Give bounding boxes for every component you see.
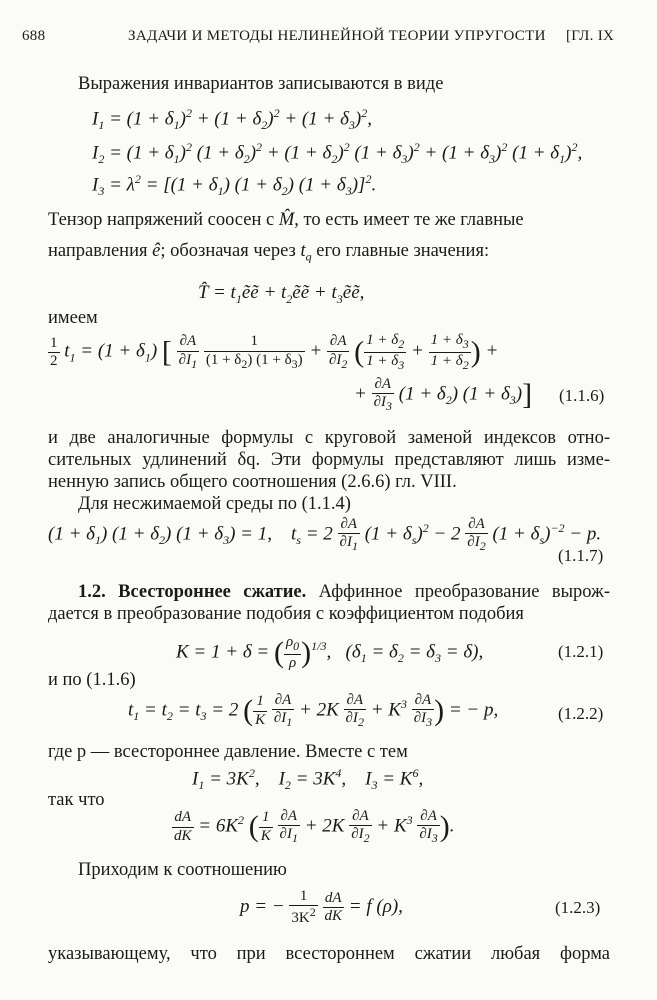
- running-title: ЗАДАЧИ И МЕТОДЫ НЕЛИНЕЙНОЙ ТЕОРИИ УПРУГОСТИ: [128, 28, 546, 44]
- equation-number: (1.2.3): [555, 898, 601, 917]
- equation-1-1-6-line2: + $\frac{\partial A}{\partial I_3}$ $(1 + \delta_2)$ $(1 + \delta_3)$]: [354, 376, 533, 414]
- text-line: дается в преобразование подобия с коэффициентом подобия: [48, 604, 524, 624]
- equation-number: (1.1.6): [559, 386, 605, 405]
- text-line: имеем: [48, 308, 98, 328]
- equation-invariants-k: $I_1 = 3K^2$, $I_2 = 3K^4$, $I_3 = K^6$,: [192, 766, 424, 793]
- text-line: и по (1.1.6): [48, 670, 136, 690]
- equation-number: (1.2.1): [558, 642, 604, 661]
- equation-i2: $I_2 = (1 + \delta_1)^2$ $(1 + \delta_2)^2 + (1 + \delta_2)^2$ $(1 + \delta_3)^2 + (1 + \delta_3)^2$ $(1 + \delta_1)^2$,: [92, 140, 583, 167]
- text-line: так что: [48, 790, 105, 810]
- equation-1-1-6-line1: $\frac{1}{2}$ $t_1 = (1 + \delta_1)$ [ $\frac{\partial A}{\partial I_1}$ $\frac{1}{(1 + \delta_2) (1 + \delta_3)}$ + $\frac{\partial A}{\partial I_2}$ ( $\frac{1 + \delta_2}{1 + \delta_3}$ + $\frac{1 + \delta_3}{1 + \delta_2}$ ) +: [50, 332, 499, 372]
- text-line: ненную запись общего соотношения (2.6.6) гл. VIII.: [48, 472, 457, 492]
- text-line: и две аналогичные формулы с круговой заменой индексов отно-: [48, 428, 610, 448]
- equation-1-2-2: $t_1 = t_2 = t_3 = 2$ ( $\frac{1}{K}$ $\frac{\partial A}{\partial I_1}$ + 2K $\frac{\partial A}{\partial I_2}$ + $K^3$ $\frac{\partial A}{\partial I_3}$ ) = − p,: [128, 692, 499, 730]
- text-line: указывающему, что при всестороннем сжатии любая форма: [48, 944, 610, 964]
- equation-1-2-1: K = 1 + δ = ( $\frac{\rho_0}{\rho}$ )$^{1/3}$, $(\delta_1 = \delta_2 = \delta_3 = \delta)$,: [176, 634, 484, 671]
- equation-i1: $I_1 = (1 + \delta_1)^2 + (1 + \delta_2)^2 + (1 + \delta_3)^2$,: [92, 106, 372, 133]
- equation-1-2-3: p = − $\frac{1}{3K^2}$ $\frac{dA}{dK}$ = f (ρ),: [240, 888, 403, 927]
- section-heading: 1.2. Всестороннее сжатие. Аффинное преобразование вырож-: [78, 582, 610, 602]
- equation-tensor: T̂ = $t_1ẽẽ$ + $t_2ẽẽ$ + $t_3ẽẽ$,: [198, 282, 365, 306]
- text-line: Тензор напряжений соосен с M̂, то есть имеет те же главные: [48, 210, 524, 230]
- chapter-label: [ГЛ. IX: [566, 28, 615, 44]
- text-line: сительных удлинений δq. Эти формулы представляют лишь изме-: [48, 450, 610, 470]
- text-line: Приходим к соотношению: [78, 860, 287, 880]
- text-line: Для несжимаемой среды по (1.1.4): [78, 494, 351, 514]
- equation-number: (1.2.2): [558, 704, 604, 723]
- equation-1-1-7: $(1 + \delta_1)$ $(1 + \delta_2)$ $(1 + \delta_3) = 1$, $t_s = 2$ $\frac{\partial A}{\partial I_1}$ $(1 + \delta_s)^2 - 2$ $\frac{\partial A}{\partial I_2}$ $(1 + \delta_s)^{-2} - p$.: [48, 516, 602, 554]
- page-number: 688: [22, 28, 46, 44]
- equation-da-dk: $\frac{dA}{dK}$ = $6K^2$ ( $\frac{1}{K}$ $\frac{\partial A}{\partial I_1}$ + 2K $\frac{\partial A}{\partial I_2}$ + $K^3$ $\frac{\partial A}{\partial I_3}$ ).: [174, 808, 455, 846]
- equation-number: (1.1.7): [558, 546, 604, 565]
- equation-i3: $I_3 = \lambda^2 = [(1 + \delta_1) (1 + \delta_2) (1 + \delta_3)]^2$.: [92, 172, 377, 199]
- text-line: Выражения инвариантов записываются в виде: [78, 74, 444, 94]
- text-line: направления ê; обозначая через $t_q$ его главные значения:: [48, 241, 490, 264]
- text-line: где p — всестороннее давление. Вместе с тем: [48, 742, 408, 762]
